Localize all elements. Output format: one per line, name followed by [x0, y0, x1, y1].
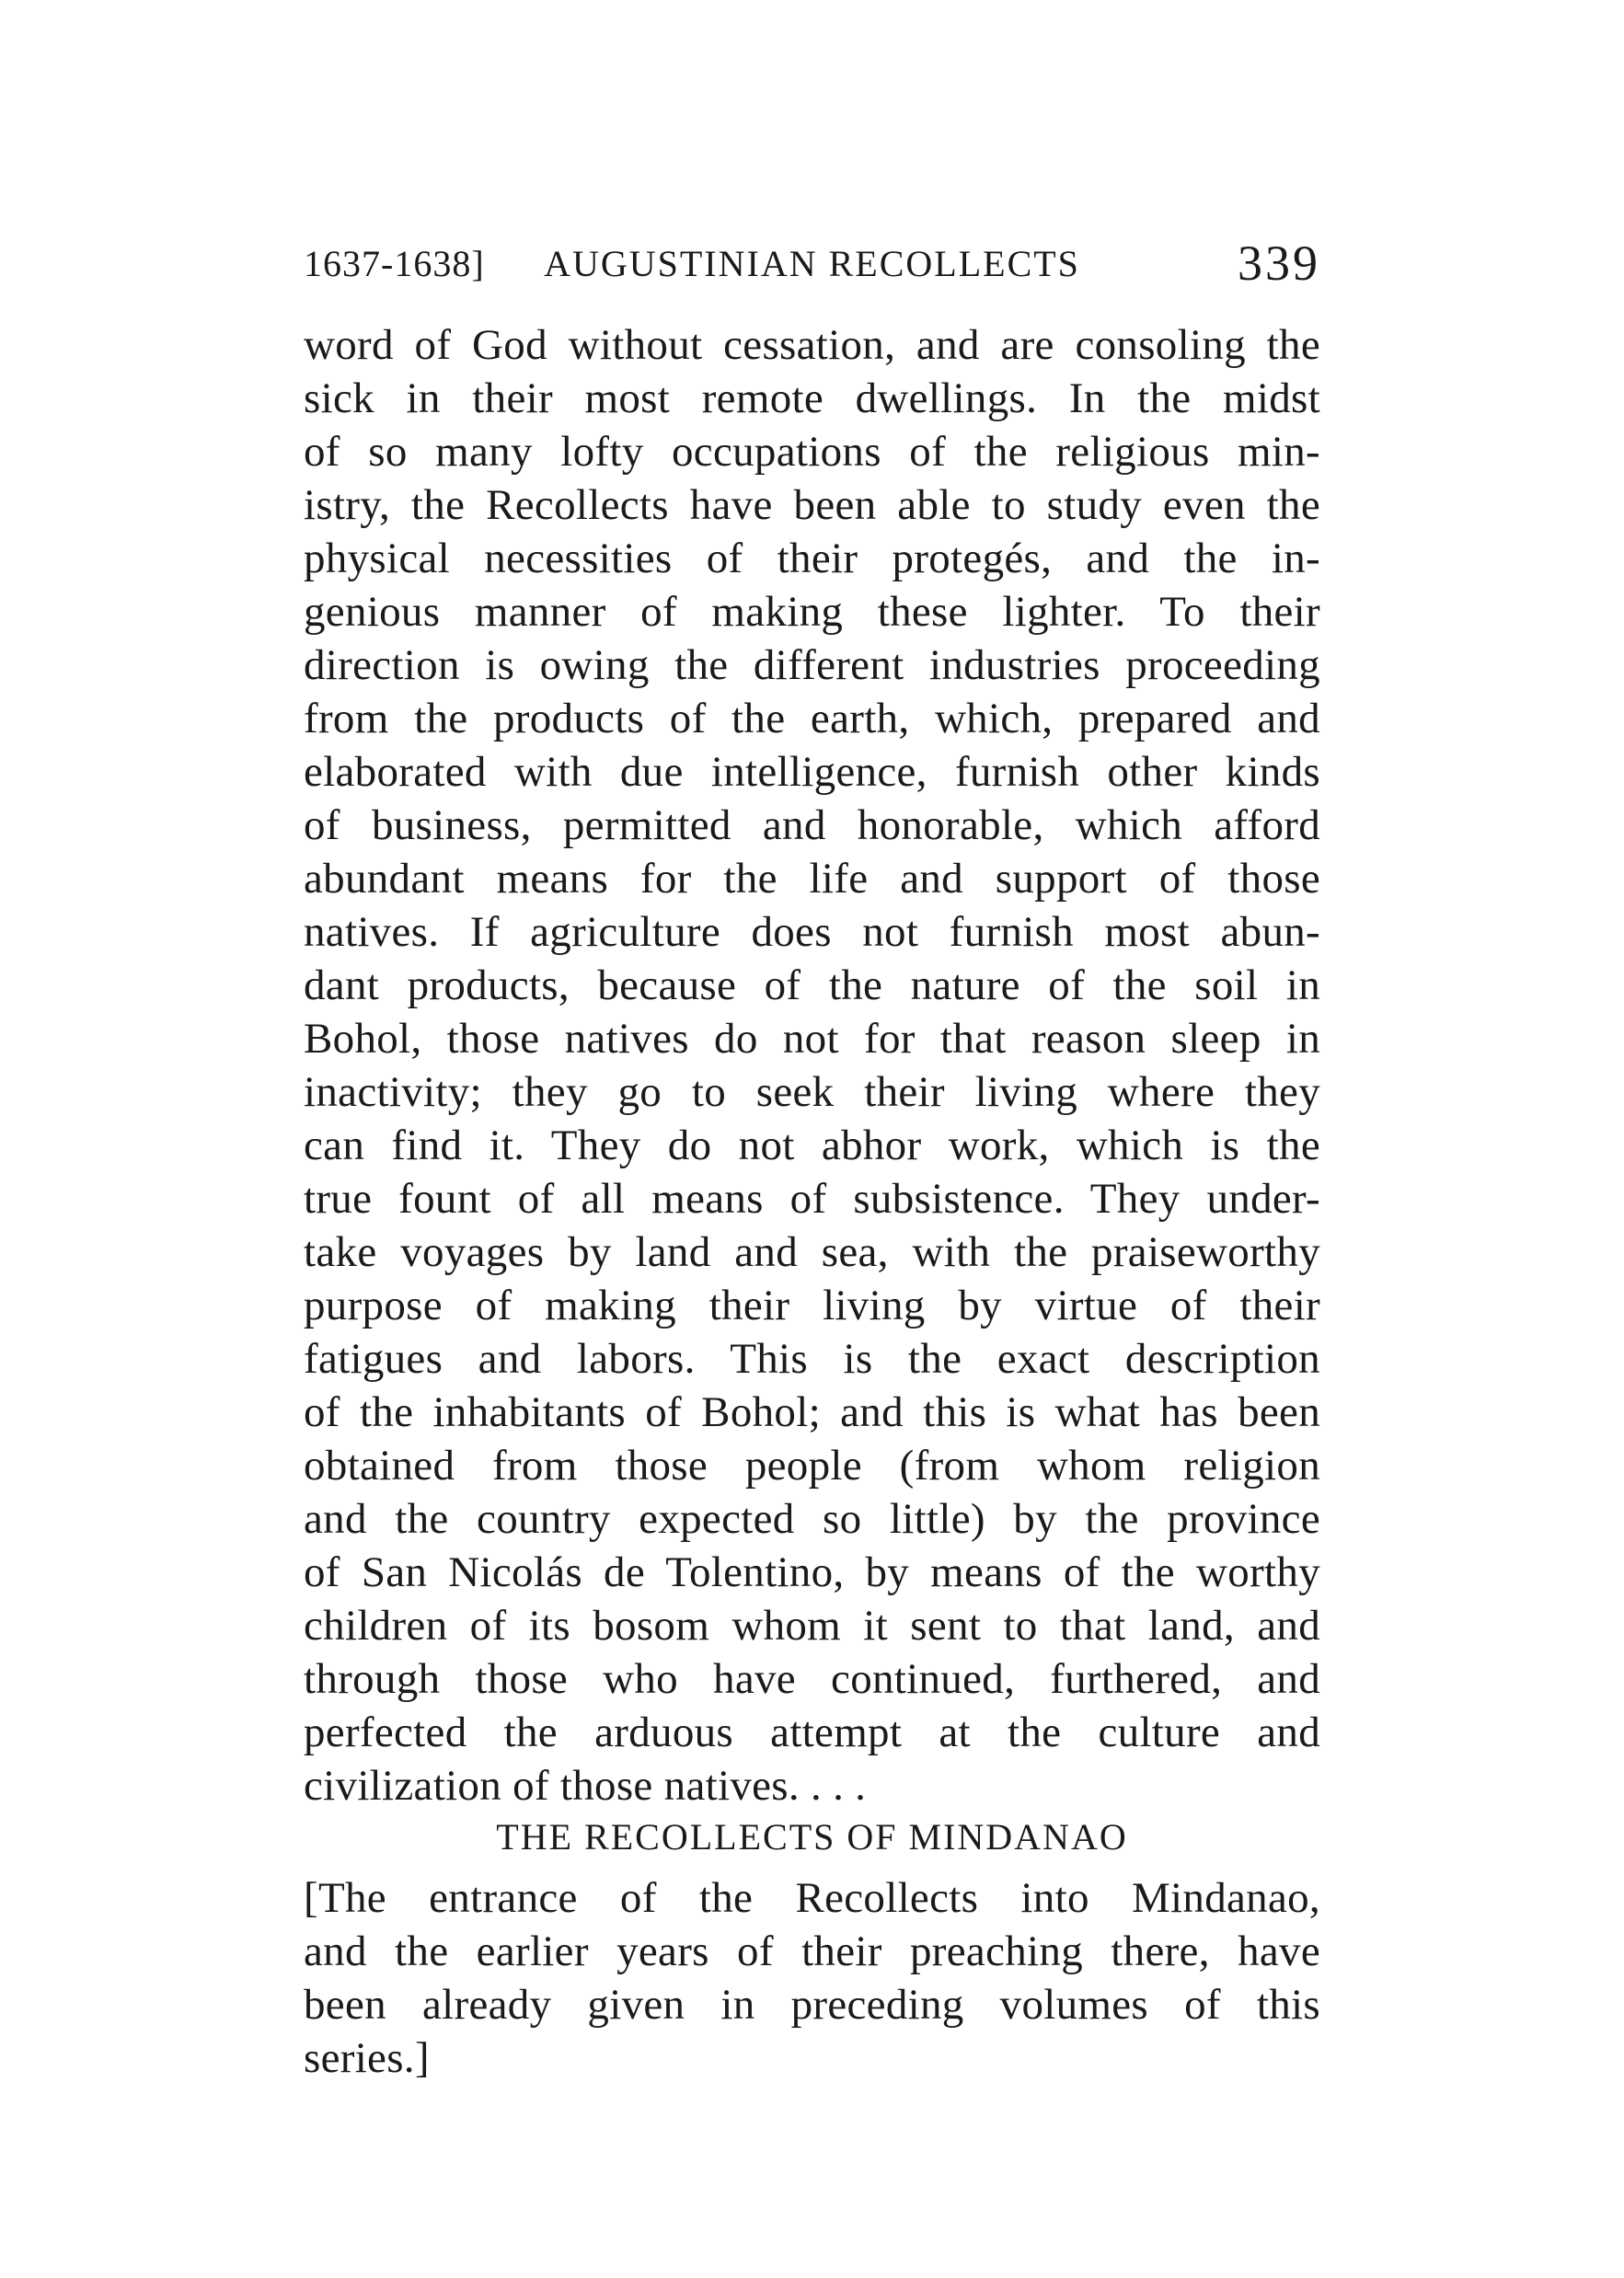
- note-line: and the earlier years of their preaching there, have: [304, 1927, 1320, 1975]
- text-line: fatigues and labors. This is the exact description: [304, 1335, 1320, 1383]
- text-line: from the products of the earth, which, prepared and: [304, 695, 1320, 742]
- note-line: [The entrance of the Recollects into Mindanao,: [304, 1874, 1320, 1922]
- text-line: of the inhabitants of Bohol; and this is what has been: [304, 1388, 1320, 1436]
- text-line: physical necessities of their protegés, and the in-: [304, 535, 1320, 582]
- text-line: children of its bosom whom it sent to that land, and: [304, 1602, 1320, 1650]
- text-line: natives. If agriculture does not furnish most abun-: [304, 908, 1320, 956]
- text-line: direction is owing the different industries proceeding: [304, 641, 1320, 689]
- bracketed-note: [304, 1871, 1320, 2085]
- text-line: elaborated with due intelligence, furnish other kinds: [304, 748, 1320, 796]
- text-line: perfected the arduous attempt at the culture and: [304, 1708, 1320, 1756]
- text-line: of business, permitted and honorable, which afford: [304, 801, 1320, 849]
- note-line: been already given in preceding volumes of this: [304, 1981, 1320, 2029]
- running-head-years: 1637-1638]: [304, 243, 485, 284]
- text-line: genious manner of making these lighter. To their: [304, 588, 1320, 636]
- text-line: purpose of making their living by virtue of their: [304, 1282, 1320, 1329]
- text-line: word of God without cessation, and are consoling the: [304, 321, 1320, 369]
- body-text: [304, 318, 1320, 1812]
- section-heading: THE RECOLLECTS OF MINDANAO: [496, 1816, 1128, 1858]
- text-line: dant products, because of the nature of the soil in: [304, 961, 1320, 1009]
- text-line: sick in their most remote dwellings. In the midst: [304, 374, 1320, 422]
- page-number: 339: [1238, 236, 1320, 291]
- text-line: true fount of all means of subsistence. They under-: [304, 1175, 1320, 1223]
- note-line: series.]: [304, 2034, 430, 2082]
- text-line: of San Nicolás de Tolentino, by means of the worthy: [304, 1548, 1320, 1596]
- running-head-title: AUGUSTINIAN RECOLLECTS: [544, 243, 1080, 284]
- text-line: istry, the Recollects have been able to study even the: [304, 481, 1320, 529]
- text-line: Bohol, those natives do not for that reason sleep in: [304, 1015, 1320, 1063]
- text-line: of so many lofty occupations of the religious min-: [304, 428, 1320, 476]
- running-head: [304, 235, 1320, 299]
- text-line: inactivity; they go to seek their living where they: [304, 1068, 1320, 1116]
- text-line: through those who have continued, furthered, and: [304, 1655, 1320, 1703]
- text-line: can find it. They do not abhor work, which is the: [304, 1122, 1320, 1169]
- text-line: abundant means for the life and support of those: [304, 855, 1320, 903]
- text-line: civilization of those natives. . . .: [304, 1762, 867, 1810]
- text-line: and the country expected so little) by the province: [304, 1495, 1320, 1543]
- text-line: obtained from those people (from whom religion: [304, 1442, 1320, 1490]
- text-line: take voyages by land and sea, with the praiseworthy: [304, 1228, 1320, 1276]
